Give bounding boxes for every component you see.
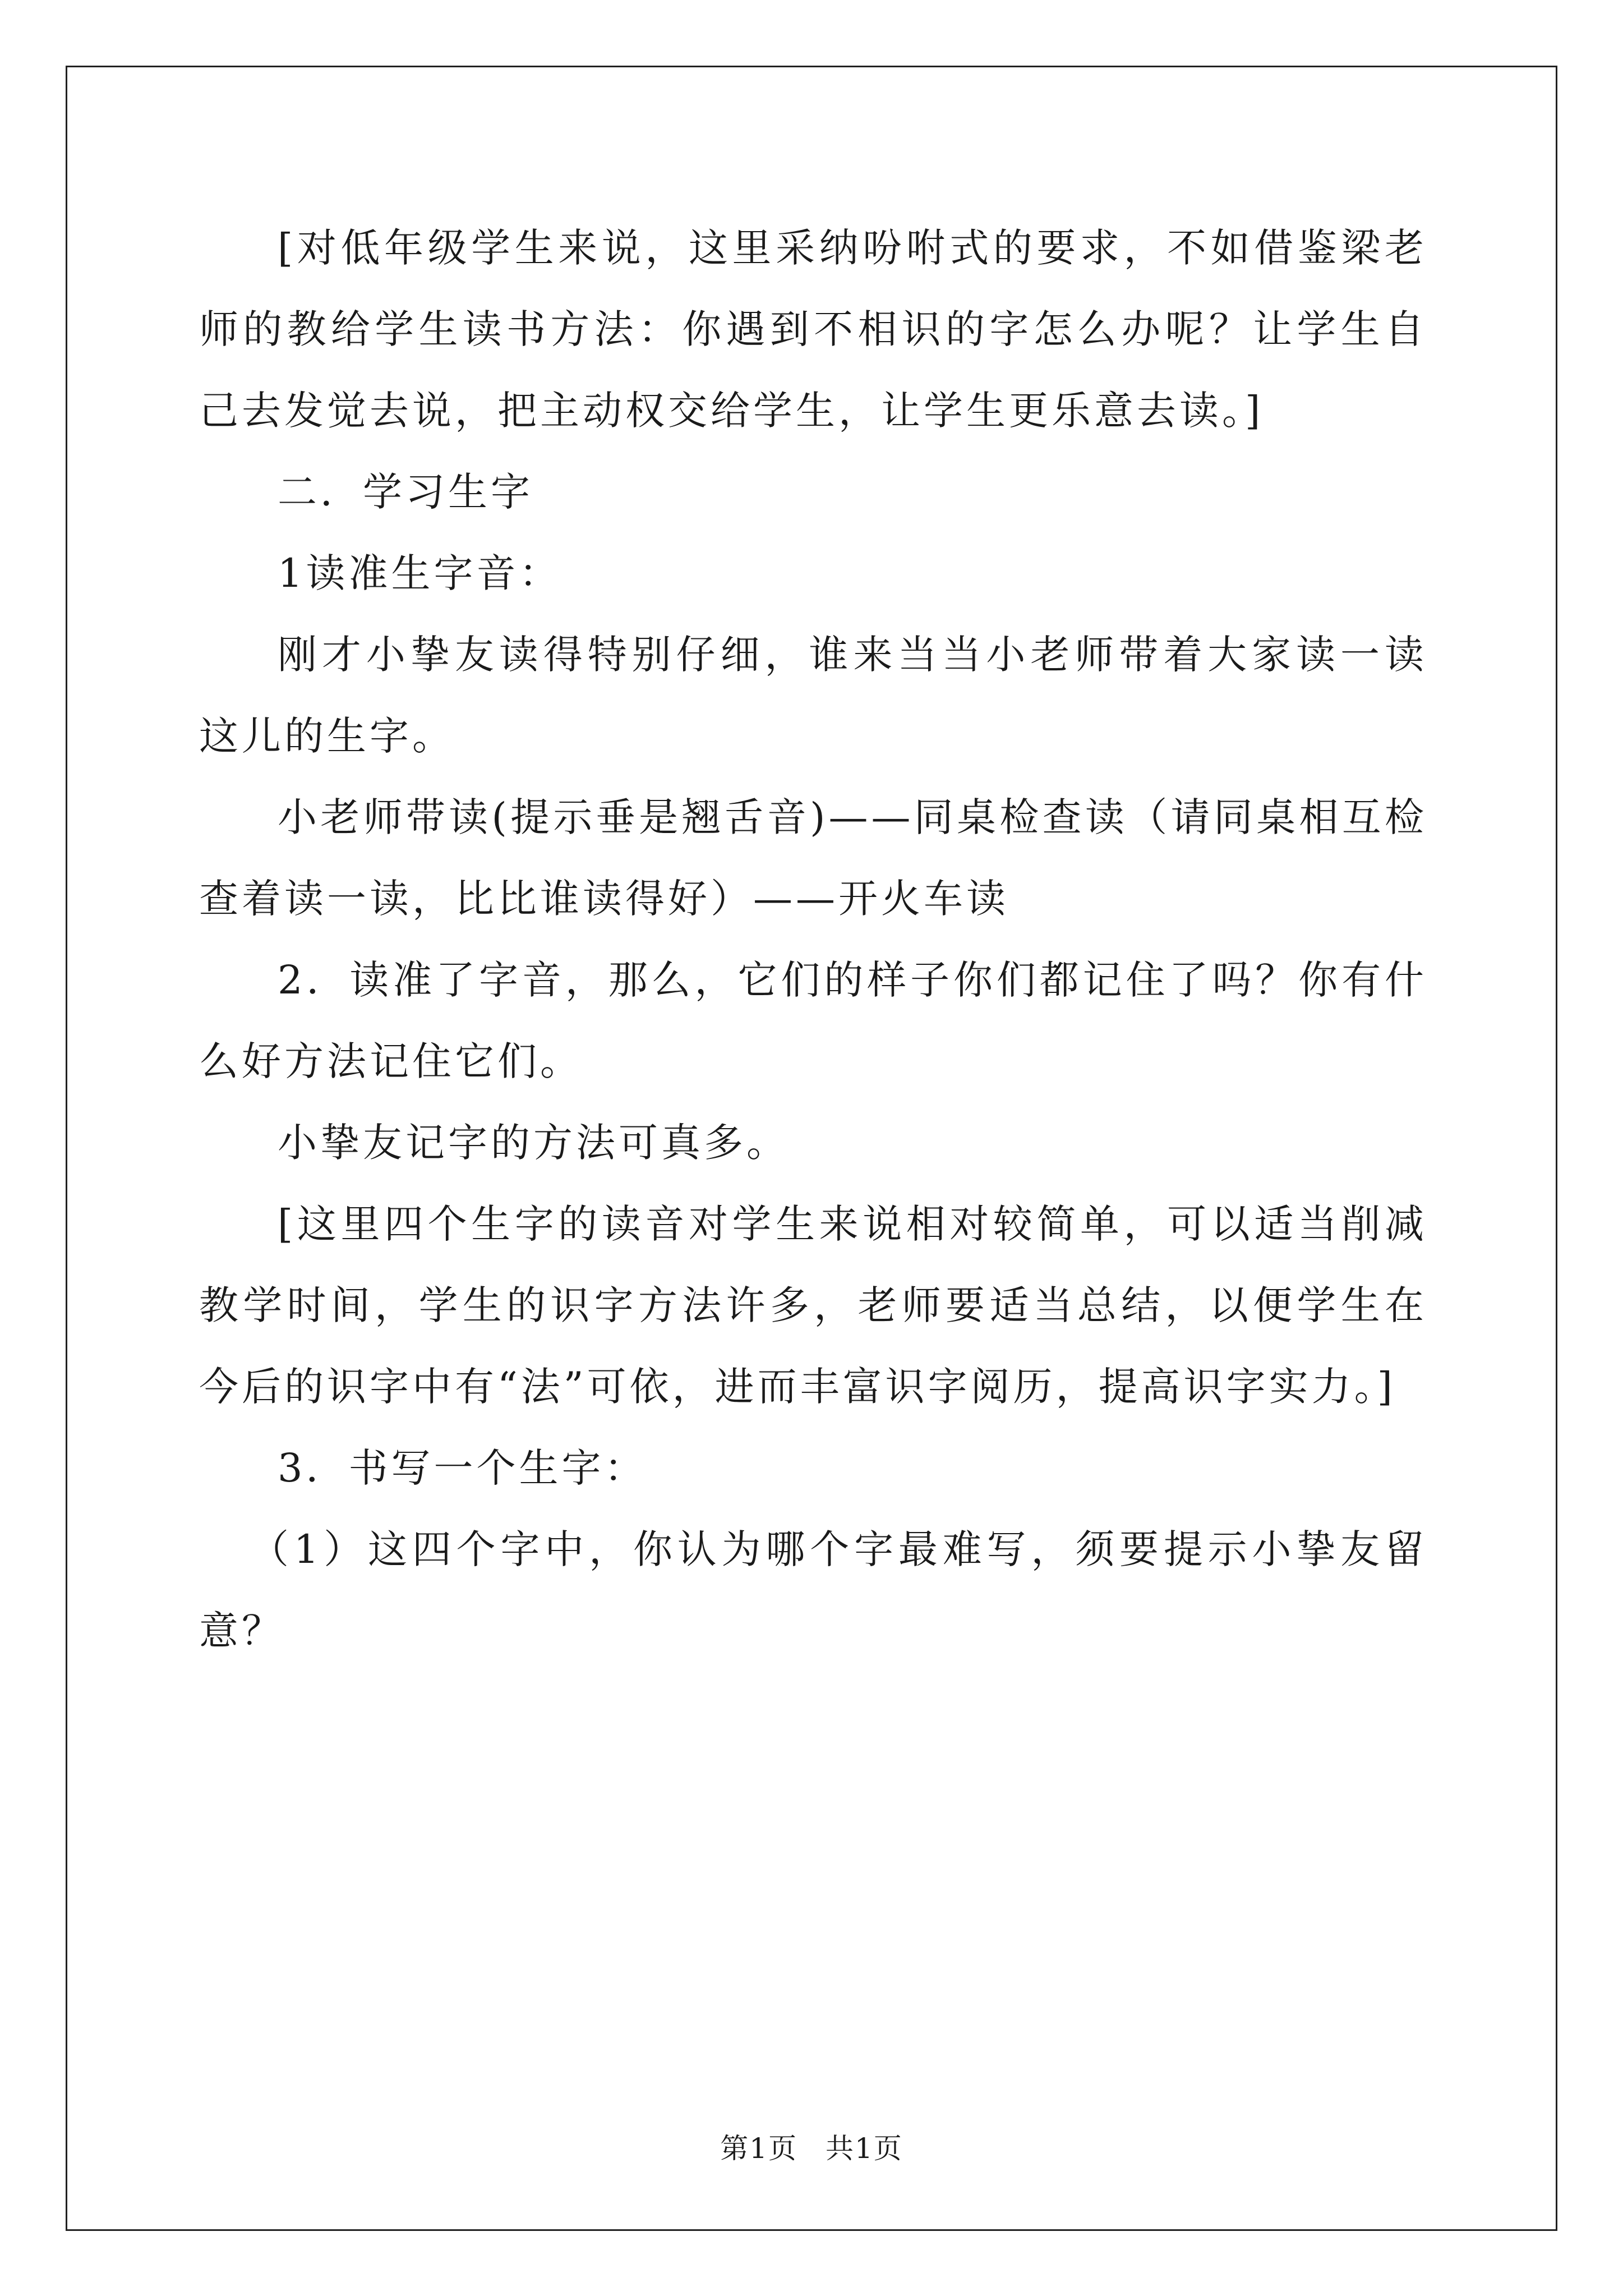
document-body: [199, 208, 1427, 1672]
paragraph-hardest-character: （1）这四个字中，你认为哪个字最难写，须要提示小挚友留意？: [199, 1526, 1427, 1654]
paragraph-reading-activities: 小老师带读(提示垂是翘舌音)——同桌检查读（请同桌相互检查着读一读，比比谁读得好）——开火车读: [199, 794, 1427, 922]
page-footer: [0, 2126, 1623, 2166]
paragraph-note-literacy: [这里四个生字的读音对学生来说相对较简单，可以适当削减教学时间，学生的识字方法许多，老师要适当总结，以便学生在今后的识字中有“法”可依，进而丰富识字阅历，提高识字实力。]: [199, 1201, 1427, 1410]
paragraph-note-reading-method: [对低年级学生来说，这里采纳吩咐式的要求，不如借鉴梁老师的教给学生读书方法：你遇到不相识的字怎么办呢？让学生自己去发觉去说，把主动权交给学生，让学生更乐意去读。]: [199, 225, 1427, 434]
step-heading-pronunciation: 1读准生字音：: [278, 550, 562, 596]
paragraph-little-teacher: 刚才小挚友读得特别仔细，谁来当当小老师带着大家读一读这儿的生字。: [199, 632, 1427, 759]
section-heading-learn-characters: 二．学习生字: [278, 469, 533, 515]
page-number-current: 第1页: [720, 2132, 797, 2165]
paragraph-many-methods: 小挚友记字的方法可真多。: [278, 1120, 789, 1166]
step-heading-writing: 3．书写一个生字：: [278, 1445, 647, 1491]
page-number-total: 共1页: [826, 2132, 903, 2165]
paragraph-remember-shapes: 2．读准了字音，那么，它们的样子你们都记住了吗？你有什么好方法记住它们。: [199, 957, 1427, 1084]
